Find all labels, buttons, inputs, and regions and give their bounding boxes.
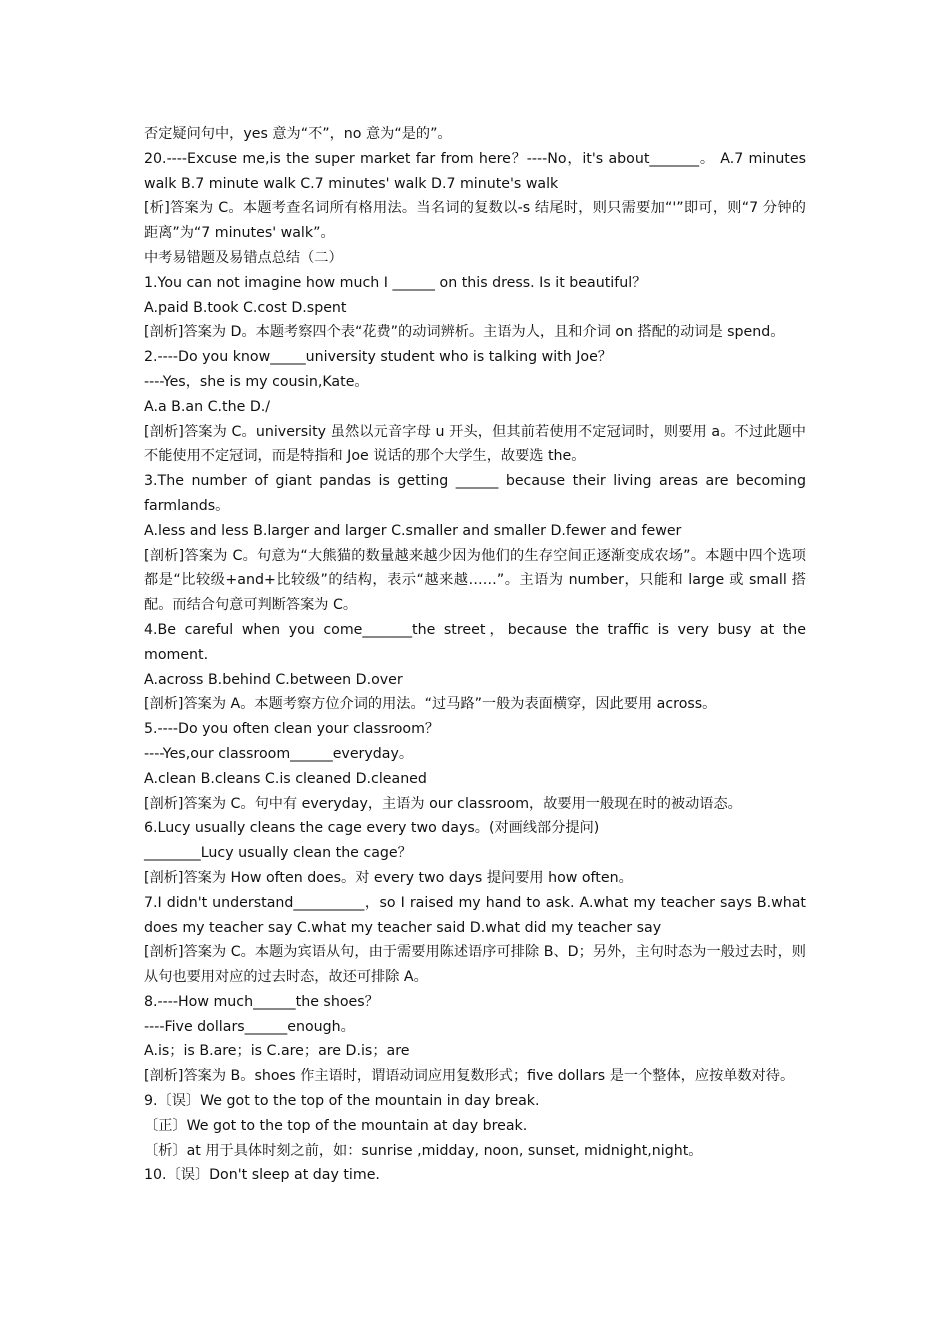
question-3: 3.The number of giant pandas is getting ______ because their living areas are becoming farmlands。: [144, 473, 806, 514]
dialogue-5: ----Yes,our classroom______everyday。: [144, 745, 414, 762]
analysis-20: [析]答案为 C。本题考查名词所有格用法。当名词的复数以-s 结尾时，则只需要加“'”即可，则“7 分钟的距离”为“7 minutes' walk”。: [144, 200, 806, 242]
analysis-1: [剖析]答案为 D。本题考察四个表“花费”的动词辨析。主语为人，且和介词 on 搭配的动词是 spend。: [144, 324, 785, 341]
analysis-9: 〔析〕at 用于具体时刻之前，如：sunrise ,midday, noon, sunset, midnight,night。: [144, 1142, 703, 1159]
analysis-5: [剖析]答案为 C。句中有 everyday，主语为 our classroom，故要用一般现在时的被动语态。: [144, 795, 742, 812]
question-5: 5.----Do you often clean your classroom？: [144, 721, 440, 738]
dialogue-8: ----Five dollars______enough。: [144, 1018, 355, 1035]
options-2: A.a B.an C.the D./: [144, 398, 271, 415]
options-8: A.is；is B.are；is C.are；are D.is；are: [144, 1043, 410, 1060]
options-5: A.clean B.cleans C.is cleaned D.cleaned: [144, 770, 427, 787]
section-heading: 中考易错题及易错点总结（二）: [144, 249, 343, 266]
analysis-2: [剖析]答案为 C。university 虽然以元音字母 u 开头，但其前若使用不定冠词时，则要用 a。不过此题中不能使用不定冠词，而是特指和 Joe 说话的那个大学生，故要选 the。: [144, 423, 806, 465]
question-7: 7.I didn't understand__________，so I raised my hand to ask. A.what my teacher says B.what does my teacher say C.what my teacher said D.what did my teacher say: [144, 894, 806, 936]
question-4: 4.Be careful when you come_______the street，because the traffic is very busy at the moment.: [144, 621, 806, 663]
analysis-6: [剖析]答案为 How often does。对 every two days 提问要用 how often。: [144, 869, 633, 886]
text-line: 否定疑问句中，yes 意为“不”，no 意为“是的”。: [144, 126, 452, 142]
blank-6: ________Lucy usually clean the cage？: [144, 845, 412, 862]
question-1: 1.You can not imagine how much I ______ on this dress. Is it beautiful？: [144, 274, 647, 291]
question-2: 2.----Do you know_____university student who is talking with Joe？: [144, 349, 612, 366]
analysis-8: [剖析]答案为 B。shoes 作主语时，谓语动词应用复数形式；five dollars 是一个整体，应按单数对待。: [144, 1068, 795, 1085]
analysis-4: [剖析]答案为 A。本题考察方位介词的用法。“过马路”一般为表面横穿，因此要用 across。: [144, 696, 717, 713]
options-3: A.less and less B.larger and larger C.smaller and smaller D.fewer and fewer: [144, 522, 682, 539]
question-6: 6.Lucy usually cleans the cage every two days。(对画线部分提问): [144, 820, 600, 837]
document-page: [144, 122, 806, 1188]
question-8: 8.----How much______the shoes？: [144, 993, 379, 1010]
wrong-10: 10.〔误〕Don't sleep at day time.: [144, 1167, 380, 1184]
analysis-7: [剖析]答案为 C。本题为宾语从句，由于需要用陈述语序可排除 B、D；另外，主句时态为一般过去时，则从句也要用对应的过去时态，故还可排除 A。: [144, 944, 806, 986]
correct-9: 〔正〕We got to the top of the mountain at day break.: [144, 1117, 528, 1134]
dialogue-2: ----Yes，she is my cousin,Kate。: [144, 373, 369, 390]
wrong-9: 9.〔误〕We got to the top of the mountain in day break.: [144, 1093, 540, 1110]
analysis-3: [剖析]答案为 C。句意为“大熊猫的数量越来越少因为他们的生存空间正逐渐变成农场”。本题中四个选项都是“比较级+and+比较级”的结构，表示“越来越……”。主语为 number，只能和 large 或 small 搭配。而结合句意可判断答案为 C。: [144, 547, 806, 614]
options-1: A.paid B.took C.cost D.spent: [144, 299, 347, 316]
options-4: A.across B.behind C.between D.over: [144, 671, 403, 688]
question-20: 20.----Excuse me,is the super market far from here？----No，it's about_______。 A.7 minutes walk B.7 minute walk C.7 minutes' walk D.7 minute's walk: [144, 150, 806, 192]
